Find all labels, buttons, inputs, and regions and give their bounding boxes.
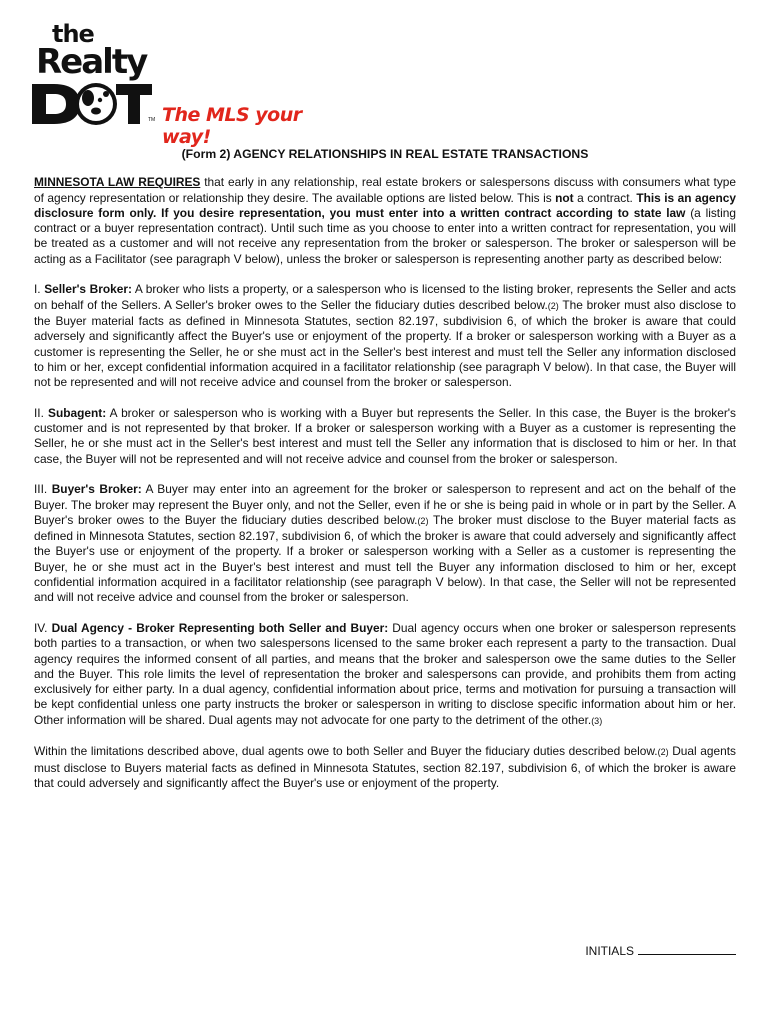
section-text: The broker must also disclose to the Buyer material facts as defined in Minnesota Statutes, section 82.197, subdivision 6, of which the broker is aware that could adversely and significantly affect the Buyer's use or enjoyment of the property. If a broker or salesperson working with a Buyer as a customer is representing the Seller, he or she must act in the Seller's best interest and must tell the Seller any information disclosed to him or her, except confidential information acquired in a facilitator relationship (see paragraph V below). In that case, the Buyer will not be represented and will not receive advice and counsel from the broker or salesperson. [34, 297, 736, 390]
intro-bold-statement: This is an agency disclosure form only. If you desire representation, you must enter into a written contract according to state law [34, 190, 736, 220]
intro-text-3: (a listing contract or a buyer representation contract). Until such time as you choose to enter into a written contract for representation, you will be treated as a customer and will not receive any representation from the broker or salesperson. The broker or salesperson will be acting as a Facilitator (see paragraph V below), unless the broker or salesperson is representing another party as described below: [34, 205, 736, 266]
realty-dot-logo [30, 20, 330, 148]
logo-tagline: The MLS your way! [162, 104, 302, 148]
document-title: (Form 2) AGENCY RELATIONSHIPS IN REAL ESTATE TRANSACTIONS [181, 147, 589, 161]
logo-dot-graphic [30, 80, 155, 128]
initials-field [585, 942, 736, 958]
logo-the-text: the [52, 20, 94, 48]
intro-not: not [555, 190, 574, 205]
intro-lead: MINNESOTA LAW REQUIRES [34, 175, 201, 190]
section-heading: Subagent: [48, 405, 107, 420]
section-number: II. [34, 405, 49, 420]
initials-label: INITIALS [585, 944, 634, 958]
initials-line[interactable] [638, 942, 736, 955]
section-text: A broker who lists a property, or a salesperson who is licensed to the listing broker, represents the Seller and acts on behalf of the Sellers. A Seller's broker owes to the Seller the fiduciary duties described below. [34, 282, 736, 312]
section-number: III. [34, 482, 52, 497]
agency-disclosure-document [34, 147, 736, 806]
logo-trademark: TM [148, 117, 156, 123]
footnote-ref: (2) [417, 515, 429, 526]
section-text: Dual agency occurs when one broker or salesperson represents both parties to a transaction, or when two salespersons licensed to the same broker each represent a party to the transaction. Dual agency requires the informed consent of all parties, and means that the broker and salesperson owe the same duties to the Seller and the Buyer. This role limits the level of representation the broker and salespersons can provide, and prohibits them from acting exclusively for either party. In a dual agency, confidential information about price, terms and motivation for pursuing a transaction will be kept confidential unless one party instructs the broker or salesperson in writing to disclose specific information about him or her. Other information will be shared. Dual agents may not advocate for one party to the detriment of the other. [34, 620, 737, 727]
intro-text-2: a contract. [573, 190, 637, 205]
section-subagent [34, 406, 736, 467]
section-sellers-broker [34, 282, 736, 390]
section-text: The broker must disclose to the Buyer material facts as defined in Minnesota Statutes, section 82.197, subdivision 6, of which the broker is aware that could adversely and significantly affect the Buyer's use or enjoyment of the property. If a broker or salesperson working with a Seller as a customer is representing the Buyer, he or she must act in the Buyer's best interest and must tell the Buyer any information disclosed to him or her, except confidential information acquired in a facilitator relationship (see paragraph V below). In that case, the Seller will not be represented and will not receive advice and counsel from the broker or salesperson. [34, 512, 736, 605]
section-text: Dual agents must disclose to Buyers material facts as defined in Minnesota Statutes, section 82.197, subdivision 6, of which the broker is aware that could adversely and significantly affect the Buyer's use or enjoyment of the property. [34, 744, 736, 790]
section-number: I. [34, 282, 45, 297]
section-text: A broker or salesperson who is working with a Buyer but represents the Seller. In this case, the Buyer is the broker's customer and is not represented by that broker. If a broker or salesperson working with a Buyer as a customer is representing the Seller, he or she must act in the Seller's best interest and must tell the Seller any information that is disclosed to him or her. In that case, the Buyer will not be represented and will not receive advice and counsel from the broker or salesperson. [34, 405, 736, 466]
section-heading: Buyer's Broker: [51, 482, 142, 497]
section-number: IV. [34, 620, 52, 635]
section-text: A Buyer may enter into an agreement for the broker or salesperson to represent and act on the behalf of the Buyer. The broker may represent the Buyer only, and not the Seller, even if he or she is being paid in whole or in part by the Seller. A Buyer's broker owes to the Buyer the fiduciary duties described below. [34, 482, 736, 527]
section-text: Within the limitations described above, dual agents owe to both Seller and Buyer the fiduciary duties described below. [34, 744, 658, 759]
footnote-ref: (3) [591, 715, 603, 726]
section-heading: Dual Agency - Broker Representing both Seller and Buyer: [51, 620, 389, 635]
footnote-ref: (2) [547, 300, 559, 311]
logo-realty-text: Realty [36, 42, 147, 82]
intro-paragraph [34, 175, 736, 267]
section-heading: Seller's Broker: [44, 282, 132, 297]
section-buyers-broker [34, 482, 736, 605]
section-dual-agency [34, 621, 736, 729]
footnote-ref: (2) [657, 747, 669, 758]
section-dual-agents-duties [34, 744, 736, 791]
intro-text-1: that early in any relationship, real estate brokers or salespersons discuss with consumers what type of agency representation or relationship they desire. The available options are listed below. This is [34, 175, 736, 205]
